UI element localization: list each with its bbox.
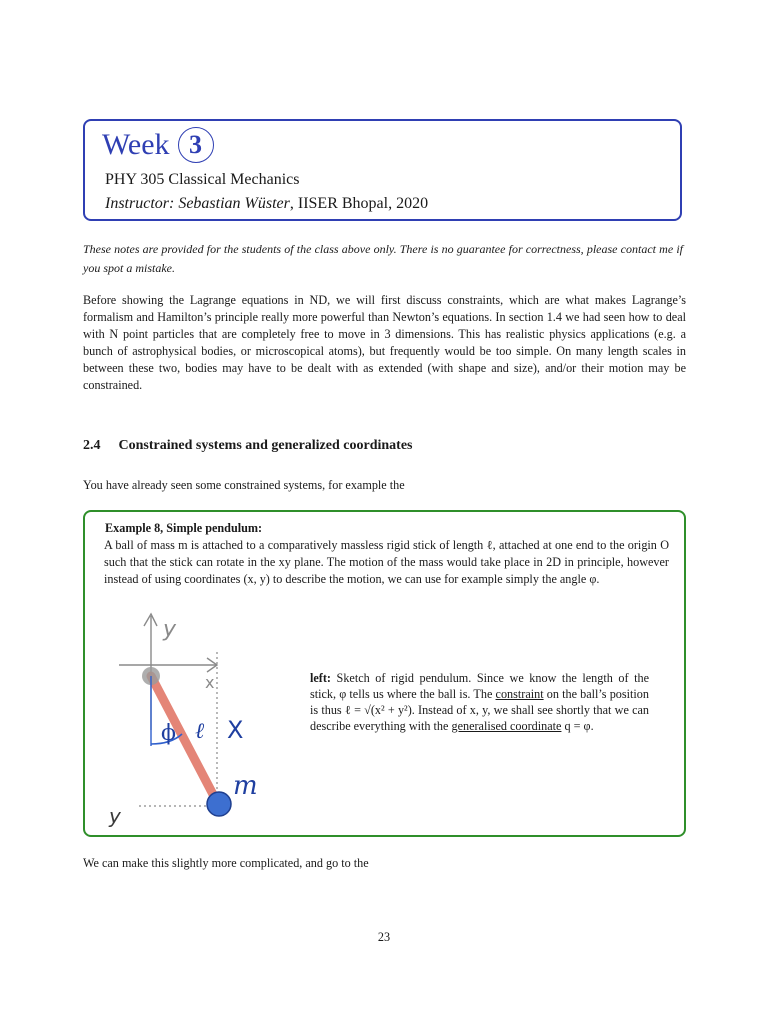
example-text: A ball of mass m is attached to a comparatively massless rigid stick of length ℓ, attached at one end to the origin O such that the stick can rotate in the xy plane. The motion of the mass would take place in 2D in principle, however instead of using coordinates (x, y) to describe the motion, we can use for example simply the angle φ. [104,538,669,586]
section-title: Constrained systems and generalized coordinates [118,438,413,453]
sketch-y-bottom-label: y [109,804,121,828]
pendulum-ball [207,792,231,816]
caption-text-2: on the ball’s position is thus ℓ = √(x² + y²). Instead of x, y, we shall see shortly that we can describe everything with the [310,687,649,733]
instructor-line [105,195,428,213]
sketch-phi-label: ϕ [161,721,176,746]
example-title: Example 8, Simple pendulum: [105,521,263,535]
sketch-x-label: x [205,673,215,692]
lead-sentence: You have already seen some constrained systems, for example the [83,478,405,492]
course-name: PHY 305 Classical Mechanics [105,171,300,188]
example-box [83,510,686,837]
after-paragraph: We can make this slightly more complicated, and go to the [83,856,369,870]
caption-constraint: constraint [495,687,544,701]
caption-text-3: q = φ. [561,719,594,733]
caption-generalised-coordinate: generalised coordinate [451,719,562,733]
section-heading [83,438,413,454]
disclaimer: These notes are provided for the students of the class above only. There is no guarantee for correctness, please contact me if you spot a mistake. [83,242,683,275]
sketch-y-label: y [163,617,177,642]
sketch-caption [310,670,649,734]
week-header-box [83,119,682,221]
caption-text-1: Sketch of rigid pendulum. Since we know the length of the stick, φ tells us where the ball is. The [310,671,649,701]
week-label: Week [102,128,170,161]
week-number-badge: 3 [178,127,214,163]
section-number: 2.4 [83,438,101,453]
week-title [102,127,214,163]
pendulum-sketch [99,610,269,832]
caption-label: left: [310,671,331,685]
sketch-x-right-label: X [227,716,244,744]
intro-paragraph: Before showing the Lagrange equations in ND, we will first discuss constraints, which are what makes Lagrange’s formalism and Hamilton’s principle really more powerful than Newton’s equations. In section 1.4 we had seen how to deal with N point particles that are completely free to move in 3 dimensions. This has realistic physics applications (e.g. a bunch of astrophysical bodies, or microscopical atoms), but frequently would be too simple. On many length scales in between these two, bodies may have to be dealt with as extended (with shape and size), and/or their motion may be constrained. [83,293,686,392]
page-number: 23 [377,930,391,944]
instructor-name: Instructor: Sebastian Wüster [105,195,290,212]
sketch-mass-label: m [233,771,258,801]
institution: , IISER Bhopal, 2020 [289,195,429,212]
sketch-ell-label: ℓ [195,719,205,744]
